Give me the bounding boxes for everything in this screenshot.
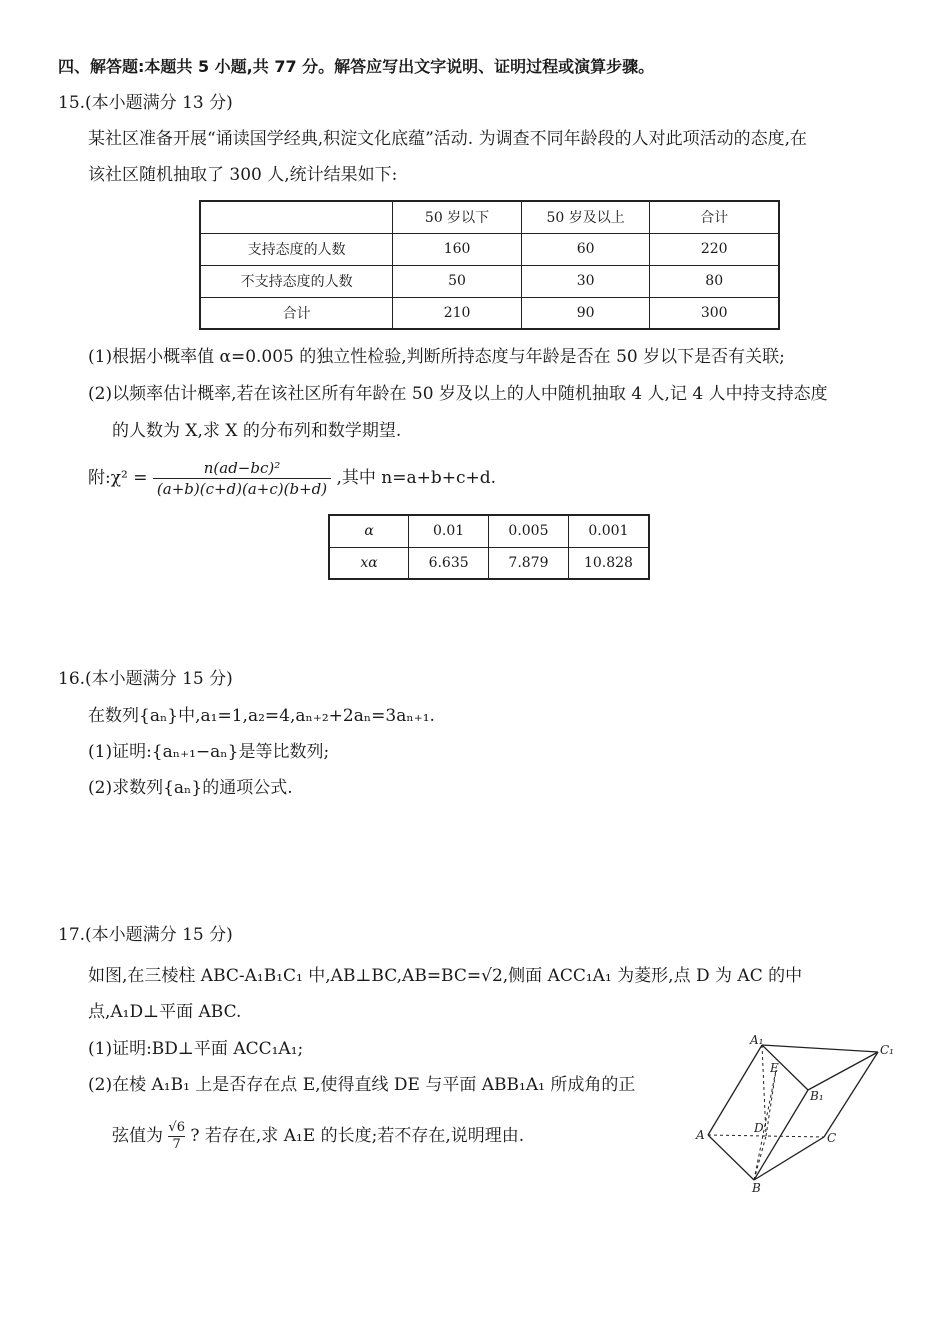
table-row: [200, 233, 779, 265]
table-cell: 160: [393, 233, 522, 265]
table-row: [200, 201, 779, 233]
formula-numerator: n(ad−bc)²: [153, 458, 331, 479]
part2-suffix: ? 若存在,求 A₁E 的长度;若不存在,说明理由.: [190, 1126, 525, 1146]
q17-part2-line2: [112, 1114, 524, 1158]
sine-numerator: √6: [168, 1120, 185, 1135]
table-cell: xα: [329, 547, 409, 579]
q15-part1: (1)根据小概率值 α=0.005 的独立性检验,判断所持态度与年龄是否在 50 岁以下是否有关联;: [88, 347, 785, 367]
table-cell: 300: [650, 297, 779, 329]
table-header-cell: 50 岁以下: [393, 201, 522, 233]
q17-part1: (1)证明:BD⊥平面 ACC₁A₁;: [88, 1039, 304, 1059]
q16-line1: 在数列{aₙ}中,a₁=1,a₂=4,aₙ₊₂+2aₙ=3aₙ₊₁.: [88, 706, 435, 726]
section-header: 四、解答题:本题共 5 小题,共 77 分。解答应写出文字说明、证明过程或演算步骤。: [58, 57, 655, 76]
table-row: [329, 547, 649, 579]
table-header-cell: 合计: [650, 201, 779, 233]
q17-part2-line1: (2)在棱 A₁B₁ 上是否存在点 E,使得直线 DE 与平面 ABB₁A₁ 所成角的正: [88, 1075, 636, 1095]
table-cell: 60: [521, 233, 650, 265]
table-cell: 0.005: [489, 515, 569, 547]
table-cell: 210: [393, 297, 522, 329]
table-row: [329, 515, 649, 547]
q15-survey-table: [199, 200, 780, 330]
table-cell: 30: [521, 265, 650, 297]
table-cell: α: [329, 515, 409, 547]
table-cell: 0.001: [568, 515, 649, 547]
q15-formula: [88, 456, 496, 500]
q17-line2: 点,A₁D⊥平面 ABC.: [88, 1002, 242, 1022]
edge-a-b: [708, 1135, 754, 1180]
table-cell: 不支持态度的人数: [200, 265, 393, 297]
formula-prefix: 附:χ² =: [88, 468, 148, 488]
table-cell: 7.879: [489, 547, 569, 579]
table-header-cell: [200, 201, 393, 233]
edge-b1-c1: [808, 1052, 878, 1090]
q15-number: 15.(本小题满分 13 分): [58, 93, 233, 113]
q16-part2: (2)求数列{aₙ}的通项公式.: [88, 778, 293, 798]
q15-intro-line2: 该社区随机抽取了 300 人,统计结果如下:: [88, 165, 398, 185]
table-cell: 220: [650, 233, 779, 265]
q16-part1: (1)证明:{aₙ₊₁−aₙ}是等比数列;: [88, 742, 330, 762]
label-c: C: [827, 1131, 837, 1145]
edge-a1-b1: [762, 1045, 808, 1090]
label-b: B: [752, 1181, 761, 1195]
q17-line1: 如图,在三棱柱 ABC-A₁B₁C₁ 中,AB⊥BC,AB=BC=√2,侧面 ACC₁A₁ 为菱形,点 D 为 AC 的中: [88, 966, 803, 986]
table-cell: 50: [393, 265, 522, 297]
formula-denominator: (a+b)(c+d)(a+c)(b+d): [156, 480, 328, 498]
label-a: A: [696, 1128, 705, 1142]
table-cell: 10.828: [568, 547, 649, 579]
table-cell: 合计: [200, 297, 393, 329]
edge-a1-c1: [762, 1045, 878, 1052]
table-cell: 支持态度的人数: [200, 233, 393, 265]
label-b1: B₁: [810, 1089, 824, 1103]
table-cell: 90: [521, 297, 650, 329]
table-cell: 0.01: [409, 515, 489, 547]
q15-part2-line1: (2)以频率估计概率,若在该社区所有年龄在 50 岁及以上的人中随机抽取 4 人,记 4 人中持支持态度: [88, 384, 828, 404]
q15-part2-line2: 的人数为 X,求 X 的分布列和数学期望.: [112, 421, 402, 441]
table-cell: 80: [650, 265, 779, 297]
table-header-cell: 50 岁及以上: [521, 201, 650, 233]
label-e: E: [770, 1061, 779, 1075]
prism-figure: [690, 1030, 900, 1195]
formula-suffix: ,其中 n=a+b+c+d.: [336, 468, 497, 488]
table-row: [200, 265, 779, 297]
sine-fraction: [168, 1120, 185, 1153]
label-a1: A₁: [750, 1033, 764, 1047]
edge-b-c: [754, 1137, 824, 1180]
edge-b-b1: [754, 1090, 808, 1180]
q15-intro-line1: 某社区准备开展“诵读国学经典,积淀文化底蕴”活动. 为调查不同年龄段的人对此项活动的态度,在: [88, 129, 807, 149]
part2-prefix: 弦值为: [112, 1126, 163, 1146]
edge-c-c1: [824, 1052, 878, 1137]
q17-number: 17.(本小题满分 15 分): [58, 925, 233, 945]
table-row: [200, 297, 779, 329]
q16-number: 16.(本小题满分 15 分): [58, 669, 233, 689]
formula-fraction: [153, 458, 331, 499]
table-cell: 6.635: [409, 547, 489, 579]
label-c1: C₁: [880, 1043, 894, 1057]
label-d: D: [754, 1121, 764, 1135]
q15-alpha-table: [328, 514, 650, 580]
sine-denominator: 7: [172, 1137, 181, 1152]
